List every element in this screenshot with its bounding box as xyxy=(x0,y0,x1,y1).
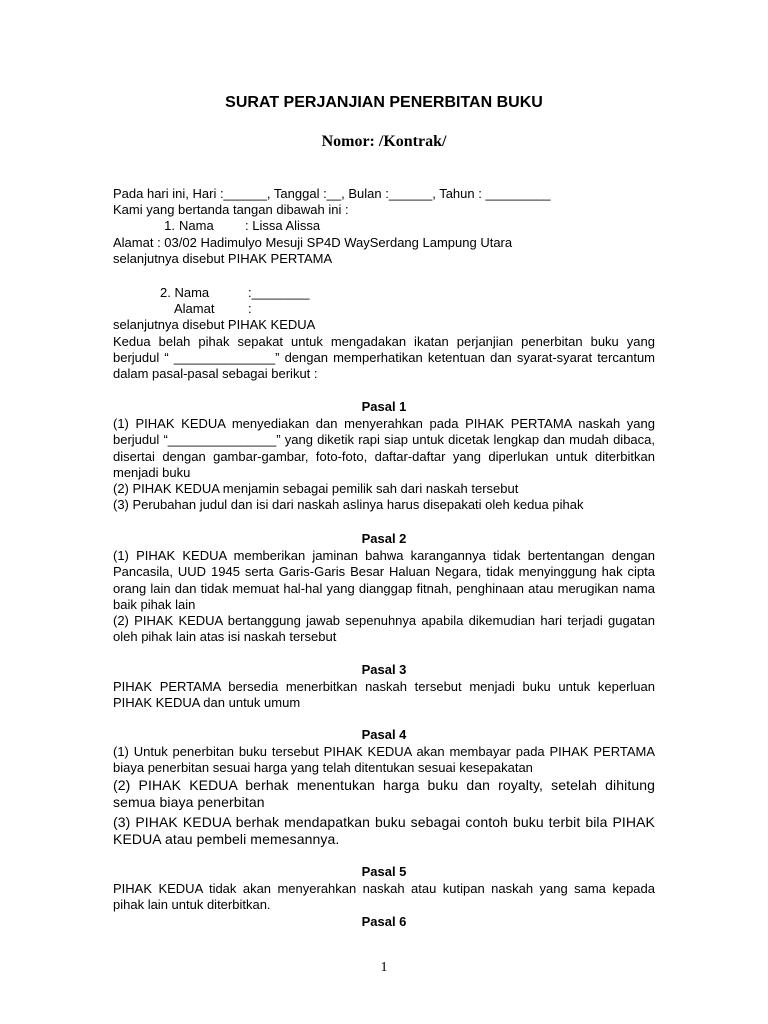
signatories-intro: Kami yang bertanda tangan dibawah ini : xyxy=(113,202,349,218)
party2-address-value: : xyxy=(248,301,252,317)
document-title: SURAT PERJANJIAN PENERBITAN BUKU xyxy=(225,94,543,111)
pasal5-para1: PIHAK KEDUA tidak akan menyerahkan naskah atau kutipan naskah yang sama kepada pihak lain untuk diterbitkan. xyxy=(113,881,655,913)
pasal6-heading: Pasal 6 xyxy=(361,913,407,929)
pasal4-section xyxy=(113,727,655,849)
party1-designation: selanjutnya disebut PIHAK PERTAMA xyxy=(113,250,333,266)
document-number: Nomor: /Kontrak/ xyxy=(321,133,447,150)
pasal4-heading: Pasal 4 xyxy=(361,727,407,742)
pasal3-heading: Pasal 3 xyxy=(361,662,407,677)
opening-line: Pada hari ini, Hari :______, Tanggal :__, Bulan :______, Tahun : _________ xyxy=(113,186,551,201)
party2-address-label: Alamat xyxy=(174,301,215,317)
page-number: 1 xyxy=(380,960,388,975)
agreement-intro: Kedua belah pihak sepakat untuk mengadakan ikatan perjanjian penerbitan buku yang berjudul “ ______________” dengan memperhatikan ketentuan dan syarat-syarat tercantum dalam pasal-pasal sebagai berikut : xyxy=(113,333,655,382)
pasal2-heading: Pasal 2 xyxy=(361,531,407,546)
pasal1-para3: (3) Perubahan judul dan isi dari naskah aslinya harus disepakati oleh kedua pihak xyxy=(113,497,584,513)
pasal2-para2: (2) PIHAK KEDUA bertanggung jawab sepenuhnya apabila dikemudian hari terjadi gugatan oleh pihak lain atas isi naskah tersebut xyxy=(113,613,655,645)
party2-address-line xyxy=(113,301,655,317)
pasal2-section xyxy=(113,531,655,645)
party2-name-value: :________ xyxy=(248,285,310,300)
pasal4-para2: (2) PIHAK KEDUA berhak menentukan harga buku dan royalty, setelah dihitung semua biaya penerbitan xyxy=(113,776,655,811)
party2-designation: selanjutnya disebut PIHAK KEDUA xyxy=(113,317,316,333)
pasal4-para1: (1) Untuk penerbitan buku tersebut PIHAK KEDUA akan membayar pada PIHAK PERTAMA biaya penerbitan sesuai harga yang telah ditentukan sesuai kesepakatan xyxy=(113,744,655,776)
pasal1-section xyxy=(113,399,655,513)
party1-name-value: : Lissa Alissa xyxy=(245,218,321,234)
party1-name-label: Nama xyxy=(179,218,214,234)
pasal3-section xyxy=(113,662,655,712)
pasal3-para1: PIHAK PERTAMA bersedia menerbitkan naskah tersebut menjadi buku untuk keperluan PIHAK KEDUA dan untuk umum xyxy=(113,679,655,711)
party1-address: Alamat : 03/02 Hadimulyo Mesuji SP4D WaySerdang Lampung Utara xyxy=(113,234,513,250)
party1-number: 1. xyxy=(164,218,175,234)
party2-block xyxy=(113,285,655,382)
party2-name-line xyxy=(113,285,655,301)
pasal2-para1: (1) PIHAK KEDUA memberikan jaminan bahwa karangannya tidak bertentangan dengan Pancasila, UUD 1945 serta Garis-Garis Besar Haluan Negara, tidak menyinggung hak cipta orang lain dan tidak memuat hal-hal yang dianggap fitnah, penghinaan atau merugikan nama baik pihak lain xyxy=(113,548,655,612)
pasal5-section xyxy=(113,864,655,930)
party1-name-line xyxy=(113,218,655,234)
pasal1-heading: Pasal 1 xyxy=(361,399,407,414)
pasal4-para3: (3) PIHAK KEDUA berhak mendapatkan buku sebagai contoh buku terbit bila PIHAK KEDUA atau pembeli memesannya. xyxy=(113,813,655,848)
party2-name-label: 2. Nama xyxy=(160,285,210,300)
opening-block xyxy=(113,186,655,267)
pasal1-para1: (1) PIHAK KEDUA menyediakan dan menyerahkan pada PIHAK PERTAMA naskah yang berjudul “_______________” yang diketik rapi siap untuk dicetak lengkap dan mudah dibaca, disertai dengan gambar-gambar, foto-foto, daftar-daftar yang diperlukan untuk diterbitkan menjadi buku xyxy=(113,416,655,480)
pasal5-heading: Pasal 5 xyxy=(361,864,407,879)
pasal1-para2: (2) PIHAK KEDUA menjamin sebagai pemilik sah dari naskah tersebut xyxy=(113,481,519,497)
